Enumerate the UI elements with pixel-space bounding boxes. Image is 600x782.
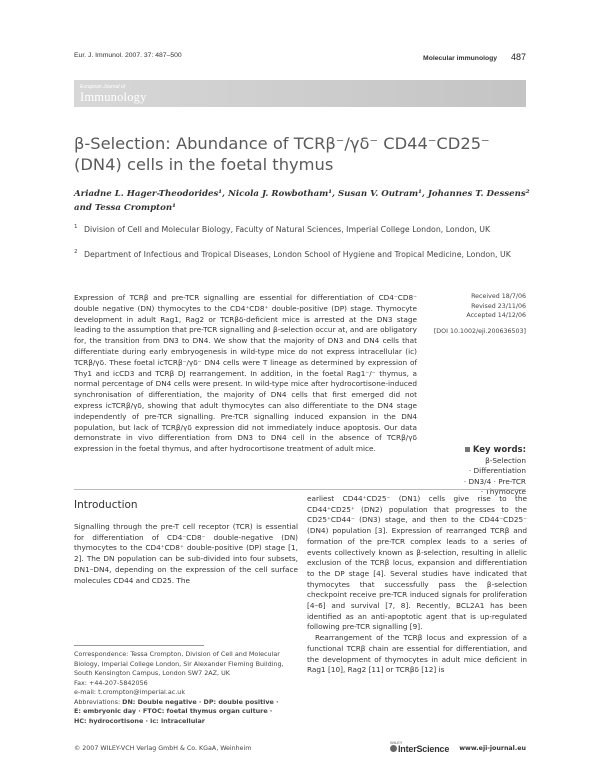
keyword: · Thymocyte <box>480 487 526 496</box>
fax: Fax: +44-207-5842056 <box>74 678 148 687</box>
intro-paragraph: Rearrangement of the TCRβ locus and expression of a functional TCRβ chain are essential for differentiation, and the development of thymocytes in adult mice deficient in Rag1 [10], Rag2 [11] or TCRβδ [12] is <box>307 633 527 675</box>
correspondence-block <box>74 650 298 726</box>
article-title: β-Selection: Abundance of TCRβ⁻/γδ⁻ CD44⁻CD25⁻ (DN4) cells in the foetal thymus <box>74 134 490 174</box>
email-link[interactable]: e-mail: t.crompton@imperial.ac.uk <box>74 688 186 696</box>
affiliation-1 <box>74 224 514 235</box>
correspondence-address: Correspondence: Tessa Crompton, Division of Cell and Molecular Biology, Imperial College London, Sir Alexander Fleming Building, South Kensington Campus, London SW7 2AZ, UK <box>74 650 284 677</box>
affiliation-2 <box>74 249 514 260</box>
running-header <box>423 52 526 62</box>
abbreviations: E: embryonic day · FTOC: foetal thymus organ culture · <box>74 707 273 715</box>
keyword: β-Selection <box>485 455 526 465</box>
banner-title: Immunology <box>80 90 147 104</box>
article-dates <box>466 292 526 321</box>
section-divider <box>74 489 526 490</box>
author-list: Ariadne L. Hager-Theodorides¹, Nicola J. Rowbotham¹, Susan V. Outram¹, Johannes T. Dessens² and Tessa Crompton¹ <box>74 189 530 213</box>
section-label: Molecular immunology <box>423 55 498 62</box>
intro-right-column <box>307 494 527 676</box>
accepted-date: Accepted 14/12/06 <box>466 312 526 319</box>
page-number: 487 <box>510 52 526 62</box>
abbreviations: Abbreviations: DN: Double negative · DP: double positive · <box>74 697 279 706</box>
keywords-title: Key words: <box>464 445 526 456</box>
intro-left-column: Signalling through the pre-T cell receptor (TCR) is essential for differentiation of CD4⁻CD8⁻ double-negative (DN) thymocytes to the CD4⁺CD8⁺ double-positive (DP) stage [1, 2]. The DN population can be sub-divided into four subsets, DN1–DN4, depending on the expression of the cell surface molecules CD44 and CD25. The <box>74 522 298 585</box>
affiliation-text: Division of Cell and Molecular Biology, Faculty of Natural Sciences, Imperial College London, London, UK <box>84 225 491 234</box>
square-bullet-icon <box>465 447 470 452</box>
affiliation-number: 2 <box>74 249 78 255</box>
abbreviations: HC: hydrocortisone · ic: intracellular <box>74 716 205 725</box>
intro-heading: Introduction <box>74 499 138 511</box>
banner-subtitle: European Journal of <box>80 84 126 90</box>
journal-url[interactable]: www.eji-journal.eu <box>459 745 526 752</box>
copyright: © 2007 WILEY-VCH Verlag GmbH & Co. KGaA, Weinheim <box>74 745 252 752</box>
affiliation-text: Department of Infectious and Tropical Diseases, London School of Hygiene and Tropical Medicine, London, UK <box>84 250 511 259</box>
received-date: Received 18/7/06 <box>471 293 526 300</box>
footnote-divider <box>74 645 204 646</box>
interscience-logo: WILEY InterScience <box>390 740 450 754</box>
journal-reference: Eur. J. Immunol. 2007. 37: 487–500 <box>74 52 182 59</box>
intro-paragraph: earliest CD44⁺CD25⁻ (DN1) cells give rise to the CD44⁺CD25⁺ (DN2) population that progresses to the CD25⁺CD44⁻ (DN3) stage, and then to the CD44⁻CD25⁻ (DN4) population [3]. Expression of rearranged TCRβ and formation of the pre-TCR complex leads to a series of events collectively known as β-selection, resulting in allelic exclusion of the TCRβ locus, expansion and differentiation to the DP stage [4]. Several studies have indicated that thymocytes that successfully pass the β-selection checkpoint receive pre-TCR induced signals for proliferation [4–6] and survival [7, 8]. Recently, BCL2A1 has been identified as an anti-apoptotic agent that is up-regulated following pre-TCR signalling [9]. <box>307 494 527 632</box>
logo-icon <box>390 745 397 752</box>
keyword: · DN3/4 · Pre-TCR <box>463 476 526 486</box>
revised-date: Revised 23/11/06 <box>471 302 526 310</box>
affiliation-number: 1 <box>74 224 78 230</box>
journal-banner <box>74 80 526 107</box>
keyword: · Differentiation <box>468 466 526 475</box>
doi[interactable]: [DOI 10.1002/eji.200636503] <box>433 328 526 335</box>
abstract: Expression of TCRβ and pre-TCR signalling are essential for differentiation of CD4⁻CD8⁻ double negative (DN) thymocytes to the CD4⁺CD8⁺ double-positive (DP) stage. Thymocyte development in adult Rag1, Rag2 or TCRβδ-deficient mice is arrested at the DN3 stage leading to the assumption that pre-TCR signalling and β-selection occur at, and are obligatory for, the transition from DN3 to DN4. We show that the majority of DN3 and DN4 cells that differentiate during early embryogenesis in wild-type mice do not express intracellular (ic) TCRβ/γδ. These foetal icTCRβ⁻/γδ⁻ DN4 cells were T lineage as determined by expression of Thy1 and icCD3 and TCRβ DJ rearrangement. In addition, in the foetal Rag1⁻/⁻ thymus, a normal percentage of DN4 cells were present. In wild-type mice after hydrocortisone-induced synchronisation of differentiation, the majority of DN4 cells that first emerged did not express icTCRβ/γδ, showing that adult thymocytes can also differentiate to the DN4 stage independently of pre-TCR signalling. Pre-TCR signalling induced expansion in the DN4 population, but lack of TCRβ/γδ expression did not immediately induce apoptosis. Our data demonstrate in vivo differentiation from DN3 to DN4 cell in the absence of TCRβ/γδ expression in the foetal thymus, and after hydrocortisone treatment of adult mice. <box>74 293 417 454</box>
